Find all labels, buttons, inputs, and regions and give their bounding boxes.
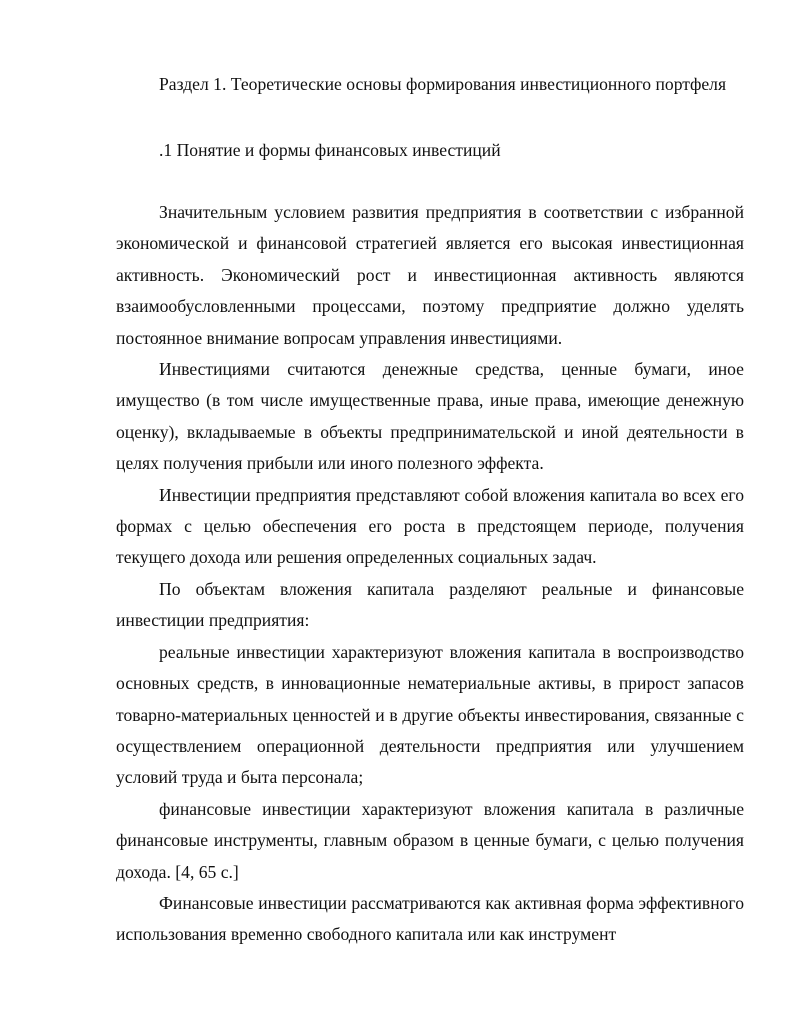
paragraph: По объектам вложения капитала разделяют реальные и финансовые инвестиции предприятия:	[116, 578, 744, 631]
paragraph: финансовые инвестиции характеризуют вложения капитала в различные финансовые инструменты, главным образом в ценные бумаги, с целью получения дохода. [4, 65 с.]	[116, 798, 744, 882]
subsection-title: .1 Понятие и формы финансовых инвестиций	[159, 140, 501, 160]
section-title: Раздел 1. Теоретические основы формирования инвестиционного портфеля	[159, 74, 727, 94]
document-body	[116, 197, 744, 951]
paragraph: Инвестициями считаются денежные средства, ценные бумаги, иное имущество (в том числе имущественные права, иные права, имеющие денежную оценку), вкладываемые в объекты предпринимательской и иной деятельности в целях получения прибыли или иного полезного эффекта.	[116, 359, 744, 474]
paragraph: Финансовые инвестиции рассматриваются как активная форма эффективного использования временно свободного капитала или как инструмент	[116, 892, 744, 945]
paragraph: Значительным условием развития предприятия в соответствии с избранной экономической и финансовой стратегией является его высокая инвестиционная активность. Экономический рост и инвестиционная активность являются взаимообусловленными процессами, поэтому предприятие должно уделять постоянное внимание вопросам управления инвестициями.	[116, 202, 744, 348]
paragraph: Инвестиции предприятия представляют собой вложения капитала во всех его формах с целью обеспечения его роста в предстоящем периоде, получения текущего дохода или решения определенных социальных задач.	[116, 484, 744, 568]
paragraph: реальные инвестиции характеризуют вложения капитала в воспроизводство основных средств, в инновационные нематериальные активы, в прирост запасов товарно-материальных ценностей и в другие объекты инвестирования, связанные с осуществлением операционной деятельности предприятия или улучшением условий труда и быта персонала;	[116, 641, 744, 788]
